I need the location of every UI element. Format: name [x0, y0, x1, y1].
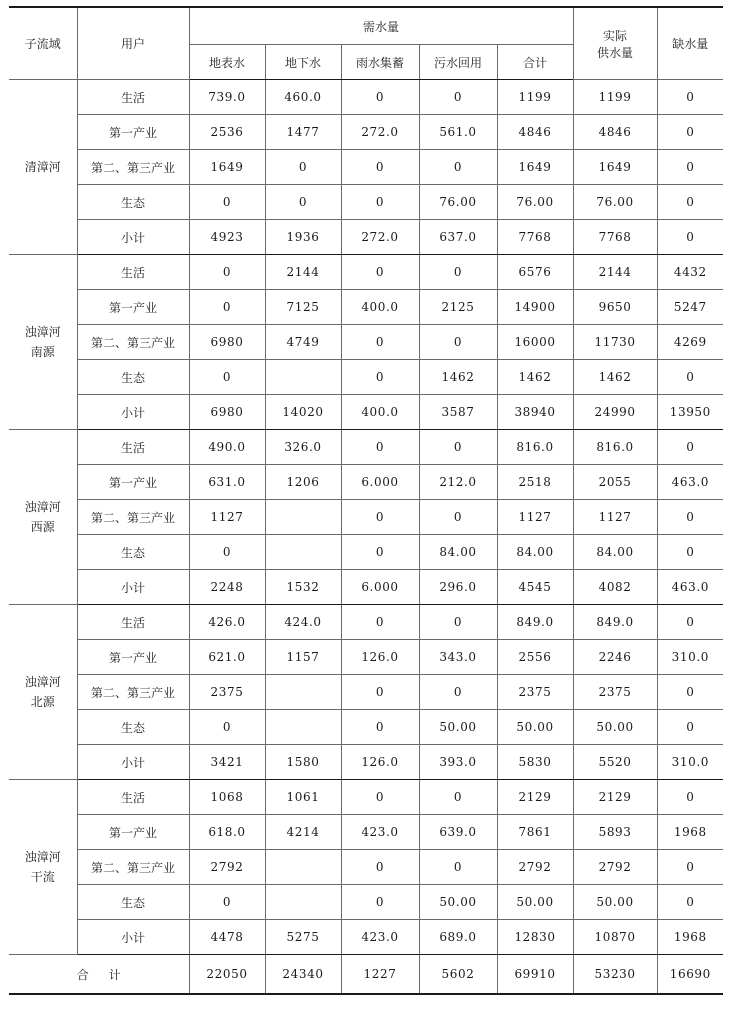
value-cell: 0 [419, 500, 497, 535]
value-cell: 463.0 [657, 465, 723, 500]
value-cell: 816.0 [497, 430, 573, 465]
value-cell: 16000 [497, 325, 573, 360]
value-cell: 0 [189, 535, 265, 570]
value-cell: 2129 [497, 780, 573, 815]
value-cell: 490.0 [189, 430, 265, 465]
value-cell: 2144 [265, 255, 341, 290]
value-cell: 639.0 [419, 815, 497, 850]
value-cell: 6576 [497, 255, 573, 290]
value-cell: 2556 [497, 640, 573, 675]
value-cell: 816.0 [573, 430, 657, 465]
user-cell: 生态 [77, 360, 189, 395]
value-cell: 849.0 [573, 605, 657, 640]
value-cell: 1968 [657, 920, 723, 955]
value-cell: 0 [419, 605, 497, 640]
table-row [9, 150, 723, 185]
value-cell: 0 [419, 430, 497, 465]
value-cell: 9650 [573, 290, 657, 325]
user-cell: 生活 [77, 780, 189, 815]
value-cell: 76.00 [419, 185, 497, 220]
user-cell: 第二、第三产业 [77, 675, 189, 710]
value-cell: 400.0 [341, 395, 419, 430]
user-cell: 生态 [77, 185, 189, 220]
value-cell: 561.0 [419, 115, 497, 150]
value-cell: 2792 [189, 850, 265, 885]
value-cell: 3587 [419, 395, 497, 430]
table-row [9, 710, 723, 745]
value-cell: 4923 [189, 220, 265, 255]
value-cell: 4082 [573, 570, 657, 605]
value-cell: 310.0 [657, 640, 723, 675]
value-cell: 5520 [573, 745, 657, 780]
value-cell: 1532 [265, 570, 341, 605]
value-cell: 50.00 [573, 885, 657, 920]
user-cell: 小计 [77, 745, 189, 780]
value-cell: 618.0 [189, 815, 265, 850]
actual-supply-line2: 供水量 [597, 45, 634, 60]
value-cell: 1462 [573, 360, 657, 395]
value-cell: 7768 [497, 220, 573, 255]
value-cell: 4478 [189, 920, 265, 955]
water-balance-table [9, 6, 723, 995]
value-cell: 621.0 [189, 640, 265, 675]
table-row [9, 325, 723, 360]
user-cell: 生态 [77, 710, 189, 745]
value-cell: 0 [657, 780, 723, 815]
value-cell: 0 [341, 535, 419, 570]
table-row [9, 815, 723, 850]
value-cell: 0 [341, 185, 419, 220]
value-cell: 0 [341, 360, 419, 395]
value-cell: 2792 [573, 850, 657, 885]
value-cell: 7125 [265, 290, 341, 325]
table-row [9, 570, 723, 605]
value-cell: 50.00 [573, 710, 657, 745]
table-row [9, 290, 723, 325]
value-cell: 14020 [265, 395, 341, 430]
value-cell: 12830 [497, 920, 573, 955]
user-cell: 第一产业 [77, 115, 189, 150]
total-cell: 53230 [573, 955, 657, 995]
value-cell: 10870 [573, 920, 657, 955]
total-label-text: 合计 [76, 967, 141, 982]
value-cell: 463.0 [657, 570, 723, 605]
value-cell: 0 [189, 885, 265, 920]
value-cell: 0 [341, 325, 419, 360]
subbasin-name: 干流 [30, 870, 55, 884]
value-cell: 50.00 [497, 885, 573, 920]
value-cell: 0 [657, 605, 723, 640]
value-cell [265, 500, 341, 535]
table-row [9, 500, 723, 535]
subbasin-cell [9, 80, 77, 255]
value-cell: 0 [657, 430, 723, 465]
user-cell: 生活 [77, 80, 189, 115]
value-cell: 637.0 [419, 220, 497, 255]
value-cell: 76.00 [497, 185, 573, 220]
total-cell: 5602 [419, 955, 497, 995]
value-cell: 126.0 [341, 640, 419, 675]
user-cell: 生活 [77, 605, 189, 640]
value-cell: 0 [341, 500, 419, 535]
value-cell: 739.0 [189, 80, 265, 115]
table-row [9, 885, 723, 920]
subbasin-name: 浊漳河 [24, 850, 61, 864]
value-cell: 0 [341, 710, 419, 745]
value-cell [265, 710, 341, 745]
actual-supply-line1: 实际 [603, 28, 628, 43]
value-cell: 426.0 [189, 605, 265, 640]
value-cell: 0 [419, 150, 497, 185]
value-cell: 2248 [189, 570, 265, 605]
value-cell: 1127 [189, 500, 265, 535]
user-cell: 小计 [77, 220, 189, 255]
value-cell: 1968 [657, 815, 723, 850]
value-cell [265, 850, 341, 885]
col-header-demand-total: 合计 [497, 45, 573, 80]
value-cell: 1206 [265, 465, 341, 500]
value-cell: 4846 [497, 115, 573, 150]
value-cell: 14900 [497, 290, 573, 325]
table-row [9, 780, 723, 815]
user-cell: 第二、第三产业 [77, 850, 189, 885]
value-cell: 0 [341, 150, 419, 185]
value-cell: 0 [189, 710, 265, 745]
user-cell: 生活 [77, 255, 189, 290]
value-cell: 1157 [265, 640, 341, 675]
value-cell: 631.0 [189, 465, 265, 500]
value-cell: 460.0 [265, 80, 341, 115]
value-cell: 50.00 [419, 885, 497, 920]
value-cell: 0 [419, 780, 497, 815]
value-cell: 1199 [497, 80, 573, 115]
total-cell: 22050 [189, 955, 265, 995]
value-cell: 0 [419, 325, 497, 360]
value-cell: 0 [341, 605, 419, 640]
total-cell: 69910 [497, 955, 573, 995]
value-cell: 38940 [497, 395, 573, 430]
value-cell: 0 [657, 850, 723, 885]
value-cell: 0 [657, 220, 723, 255]
value-cell: 212.0 [419, 465, 497, 500]
value-cell: 0 [419, 80, 497, 115]
value-cell: 0 [419, 850, 497, 885]
table-row [9, 220, 723, 255]
value-cell: 272.0 [341, 115, 419, 150]
value-cell: 272.0 [341, 220, 419, 255]
table-row [9, 850, 723, 885]
value-cell: 0 [341, 780, 419, 815]
value-cell: 7768 [573, 220, 657, 255]
value-cell: 4545 [497, 570, 573, 605]
value-cell [265, 885, 341, 920]
table-row [9, 535, 723, 570]
value-cell: 1649 [189, 150, 265, 185]
value-cell: 1477 [265, 115, 341, 150]
value-cell: 50.00 [497, 710, 573, 745]
table-row [9, 360, 723, 395]
table-row [9, 640, 723, 675]
value-cell: 0 [341, 255, 419, 290]
value-cell: 0 [657, 500, 723, 535]
table-row [9, 80, 723, 115]
table-footer [9, 955, 723, 995]
value-cell: 0 [341, 885, 419, 920]
subbasin-name: 浊漳河 [24, 325, 61, 339]
total-cell: 1227 [341, 955, 419, 995]
subbasin-name: 北源 [30, 695, 55, 709]
value-cell: 3421 [189, 745, 265, 780]
table-row [9, 255, 723, 290]
value-cell: 296.0 [419, 570, 497, 605]
value-cell: 6.000 [341, 465, 419, 500]
value-cell: 0 [657, 710, 723, 745]
table-row [9, 465, 723, 500]
user-cell: 小计 [77, 570, 189, 605]
value-cell: 2375 [573, 675, 657, 710]
table-row [9, 605, 723, 640]
value-cell: 7861 [497, 815, 573, 850]
value-cell: 2375 [497, 675, 573, 710]
user-cell: 第一产业 [77, 640, 189, 675]
value-cell: 0 [657, 535, 723, 570]
value-cell: 1580 [265, 745, 341, 780]
total-cell: 16690 [657, 955, 723, 995]
value-cell: 343.0 [419, 640, 497, 675]
value-cell: 4846 [573, 115, 657, 150]
value-cell: 0 [189, 255, 265, 290]
value-cell: 4269 [657, 325, 723, 360]
col-header-reclaimed-water: 污水回用 [419, 45, 497, 80]
total-cell: 24340 [265, 955, 341, 995]
value-cell: 2536 [189, 115, 265, 150]
table-row [9, 395, 723, 430]
table-body [9, 80, 723, 955]
water-balance-table-container [9, 6, 723, 995]
table-row [9, 430, 723, 465]
value-cell: 126.0 [341, 745, 419, 780]
value-cell: 2129 [573, 780, 657, 815]
value-cell: 2055 [573, 465, 657, 500]
value-cell [265, 535, 341, 570]
value-cell: 0 [657, 885, 723, 920]
value-cell: 5830 [497, 745, 573, 780]
value-cell: 1199 [573, 80, 657, 115]
value-cell: 6980 [189, 325, 265, 360]
value-cell: 1127 [573, 500, 657, 535]
subbasin-name: 清漳河 [24, 160, 61, 174]
table-header [9, 7, 723, 80]
user-cell: 生态 [77, 885, 189, 920]
subbasin-cell [9, 430, 77, 605]
value-cell: 423.0 [341, 815, 419, 850]
value-cell: 400.0 [341, 290, 419, 325]
col-header-actual-supply [573, 7, 657, 80]
value-cell: 310.0 [657, 745, 723, 780]
user-cell: 生态 [77, 535, 189, 570]
col-header-user: 用户 [77, 7, 189, 80]
value-cell: 4749 [265, 325, 341, 360]
user-cell: 第二、第三产业 [77, 500, 189, 535]
value-cell: 5275 [265, 920, 341, 955]
table-row [9, 920, 723, 955]
value-cell: 849.0 [497, 605, 573, 640]
table-row [9, 185, 723, 220]
value-cell: 50.00 [419, 710, 497, 745]
value-cell: 423.0 [341, 920, 419, 955]
user-cell: 第二、第三产业 [77, 325, 189, 360]
subbasin-cell [9, 255, 77, 430]
value-cell: 0 [265, 185, 341, 220]
value-cell: 2792 [497, 850, 573, 885]
subbasin-name: 浊漳河 [24, 675, 61, 689]
value-cell: 13950 [657, 395, 723, 430]
value-cell: 2375 [189, 675, 265, 710]
col-header-shortage: 缺水量 [657, 7, 723, 80]
user-cell: 小计 [77, 395, 189, 430]
value-cell: 0 [189, 290, 265, 325]
value-cell: 1649 [497, 150, 573, 185]
value-cell: 0 [341, 850, 419, 885]
user-cell: 第二、第三产业 [77, 150, 189, 185]
value-cell: 0 [265, 150, 341, 185]
col-header-groundwater: 地下水 [265, 45, 341, 80]
value-cell: 0 [657, 115, 723, 150]
value-cell: 0 [341, 430, 419, 465]
total-row [9, 955, 723, 995]
value-cell: 2246 [573, 640, 657, 675]
value-cell: 4432 [657, 255, 723, 290]
table-row [9, 745, 723, 780]
value-cell: 0 [189, 185, 265, 220]
value-cell: 1462 [419, 360, 497, 395]
user-cell: 第一产业 [77, 815, 189, 850]
value-cell: 424.0 [265, 605, 341, 640]
total-label [9, 955, 189, 995]
subbasin-cell [9, 605, 77, 780]
value-cell: 0 [341, 675, 419, 710]
value-cell: 2518 [497, 465, 573, 500]
value-cell: 4214 [265, 815, 341, 850]
value-cell: 0 [189, 360, 265, 395]
user-cell: 第一产业 [77, 290, 189, 325]
value-cell: 5893 [573, 815, 657, 850]
value-cell: 6.000 [341, 570, 419, 605]
value-cell: 5247 [657, 290, 723, 325]
value-cell: 1936 [265, 220, 341, 255]
value-cell: 0 [657, 150, 723, 185]
value-cell [265, 360, 341, 395]
table-row [9, 675, 723, 710]
col-header-subbasin: 子流域 [9, 7, 77, 80]
value-cell: 689.0 [419, 920, 497, 955]
user-cell: 小计 [77, 920, 189, 955]
subbasin-name: 南源 [30, 345, 55, 359]
value-cell: 84.00 [573, 535, 657, 570]
subbasin-name: 西源 [30, 520, 55, 534]
value-cell: 1649 [573, 150, 657, 185]
table-row [9, 115, 723, 150]
col-header-surface-water: 地表水 [189, 45, 265, 80]
value-cell: 2144 [573, 255, 657, 290]
value-cell: 1068 [189, 780, 265, 815]
subbasin-cell [9, 780, 77, 955]
value-cell: 0 [657, 675, 723, 710]
value-cell: 84.00 [419, 535, 497, 570]
col-header-rainwater: 雨水集蓄 [341, 45, 419, 80]
value-cell: 0 [341, 80, 419, 115]
value-cell: 1462 [497, 360, 573, 395]
subbasin-name: 浊漳河 [24, 500, 61, 514]
col-header-demand: 需水量 [189, 7, 573, 45]
value-cell: 0 [657, 185, 723, 220]
value-cell: 84.00 [497, 535, 573, 570]
value-cell: 0 [657, 80, 723, 115]
value-cell: 326.0 [265, 430, 341, 465]
value-cell: 1061 [265, 780, 341, 815]
value-cell: 1127 [497, 500, 573, 535]
value-cell: 2125 [419, 290, 497, 325]
value-cell: 393.0 [419, 745, 497, 780]
value-cell: 0 [419, 255, 497, 290]
value-cell: 11730 [573, 325, 657, 360]
value-cell: 0 [657, 360, 723, 395]
value-cell [265, 675, 341, 710]
user-cell: 生活 [77, 430, 189, 465]
value-cell: 0 [419, 675, 497, 710]
value-cell: 24990 [573, 395, 657, 430]
value-cell: 6980 [189, 395, 265, 430]
value-cell: 76.00 [573, 185, 657, 220]
user-cell: 第一产业 [77, 465, 189, 500]
